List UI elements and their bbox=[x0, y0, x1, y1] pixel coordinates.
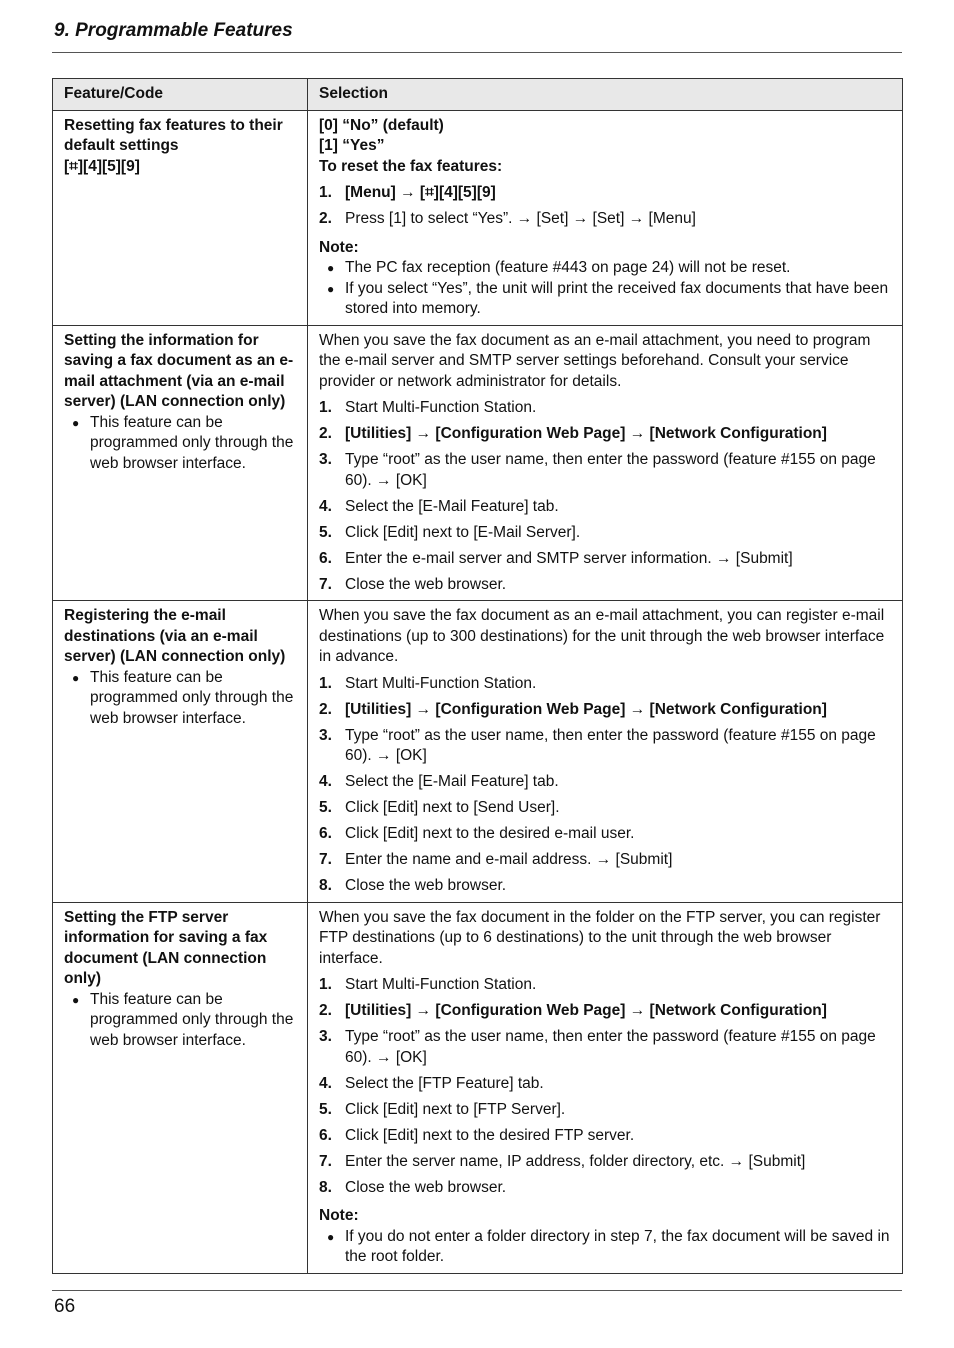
step-text: Close the web browser. bbox=[345, 877, 507, 894]
step-text: Type “root” as the user name, then enter the password (feature #155 on page 60). → [OK] bbox=[345, 451, 876, 489]
feature-code: [⌗][4][5][9] bbox=[64, 157, 140, 175]
step-text: Enter the name and e-mail address. → [Submit] bbox=[345, 851, 673, 868]
list-item: 7. Enter the name and e-mail address. → [Submit] bbox=[319, 850, 894, 871]
bullet-icon: ● bbox=[327, 1229, 335, 1244]
list-item bbox=[319, 1227, 894, 1268]
option-line: [0] “No” (default) bbox=[319, 116, 444, 134]
step-text: Click [Edit] next to the desired e-mail user. bbox=[345, 825, 635, 842]
selection-cell bbox=[308, 110, 903, 325]
list-item: 8. Close the web browser. bbox=[319, 876, 894, 897]
step-text: Select the [E-Mail Feature] tab. bbox=[345, 773, 559, 790]
page-number: 66 bbox=[54, 1296, 76, 1317]
list-item: 6. Click [Edit] next to the desired FTP server. bbox=[319, 1126, 894, 1147]
list-item: 1. [Menu] → [⌗][4][5][9] bbox=[319, 183, 894, 204]
step-text: Click [Edit] next to the desired FTP server. bbox=[345, 1126, 635, 1144]
list-item: 2. Press [1] to select “Yes”. → [Set] → [Set] → [Menu] bbox=[319, 209, 894, 230]
step-text: [Utilities] → [Configuration Web Page] → [Network Configuration] bbox=[345, 1002, 827, 1019]
list-item: 4. Select the [E-Mail Feature] tab. bbox=[319, 772, 894, 793]
table-row bbox=[53, 601, 903, 903]
feature-note-text: This feature can be programmed only through the web browser interface. bbox=[90, 668, 294, 727]
intro-text: When you save the fax document in the folder on the FTP server, you can register FTP destinations (up to 6 destinations) to the unit through the web browser interface. bbox=[319, 908, 881, 967]
step-text: Start Multi-Function Station. bbox=[345, 976, 537, 993]
step-text: Start Multi-Function Station. bbox=[345, 674, 537, 692]
option-line: [1] “Yes” bbox=[319, 137, 385, 154]
footer-divider bbox=[52, 1290, 902, 1291]
feature-note bbox=[64, 668, 299, 730]
list-item: 5. Click [Edit] next to [FTP Server]. bbox=[319, 1100, 894, 1121]
table-header-row bbox=[53, 79, 903, 111]
section-title: 9. Programmable Features bbox=[54, 20, 293, 41]
bullet-icon: ● bbox=[327, 261, 335, 275]
feature-title: Setting the FTP server information for saving a fax document (LAN connection only) bbox=[64, 908, 268, 987]
step-text: Enter the e-mail server and SMTP server information. → [Submit] bbox=[345, 549, 793, 567]
list-item: 7. Close the web browser. bbox=[319, 575, 894, 596]
step-list bbox=[319, 398, 894, 595]
list-item: 2. [Utilities] → [Configuration Web Page] → [Network Configuration] bbox=[319, 1001, 894, 1022]
list-item: 2. [Utilities] → [Configuration Web Page] → [Network Configuration] bbox=[319, 424, 894, 445]
list-item bbox=[319, 258, 894, 279]
selection-cell bbox=[308, 902, 903, 1273]
column-header-feature-code: Feature/Code bbox=[53, 79, 308, 111]
step-list bbox=[319, 183, 894, 230]
table-row bbox=[53, 110, 903, 325]
feature-title: Registering the e-mail destinations (via an e-mail server) (LAN connection only) bbox=[64, 607, 286, 665]
step-list bbox=[319, 674, 894, 897]
table-row bbox=[53, 325, 903, 601]
note-text: The PC fax reception (feature #443 on page 24) will not be reset. bbox=[345, 259, 791, 276]
step-text: [Utilities] → [Configuration Web Page] → [Network Configuration] bbox=[345, 425, 827, 442]
bullet-icon: ● bbox=[72, 992, 80, 1007]
step-text: Click [Edit] next to [E-Mail Server]. bbox=[345, 523, 581, 541]
list-item: 4. Select the [FTP Feature] tab. bbox=[319, 1074, 894, 1095]
note-text: If you select “Yes”, the unit will print the received fax documents that have been stored into memory. bbox=[345, 279, 889, 317]
step-text: Type “root” as the user name, then enter the password (feature #155 on page 60). → [OK] bbox=[345, 1028, 876, 1066]
selection-cell bbox=[308, 325, 903, 601]
list-item: 1. Start Multi-Function Station. bbox=[319, 975, 894, 996]
feature-cell bbox=[53, 110, 308, 325]
feature-note bbox=[64, 990, 299, 1052]
bullet-icon: ● bbox=[72, 670, 80, 685]
note-text: If you do not enter a folder directory in step 7, the fax document will be saved in the root folder. bbox=[345, 1227, 890, 1265]
column-header-selection: Selection bbox=[308, 79, 903, 111]
step-text: Click [Edit] next to [FTP Server]. bbox=[345, 1100, 566, 1118]
step-text: Press [1] to select “Yes”. → [Set] → [Set] → [Menu] bbox=[345, 210, 696, 227]
note-label: Note: bbox=[319, 238, 359, 256]
step-list bbox=[319, 975, 894, 1198]
list-item: 4. Select the [E-Mail Feature] tab. bbox=[319, 497, 894, 518]
list-item: 3. Type “root” as the user name, then enter the password (feature #155 on page 60). → [OK] bbox=[319, 450, 894, 491]
list-item: 1. Start Multi-Function Station. bbox=[319, 674, 894, 695]
note-list bbox=[319, 1227, 894, 1268]
list-item: 6. Click [Edit] next to the desired e-mail user. bbox=[319, 824, 894, 845]
note-list bbox=[319, 258, 894, 320]
reset-heading: To reset the fax features: bbox=[319, 157, 503, 175]
intro-text: When you save the fax document as an e-mail attachment, you need to program the e-mail server and SMTP server settings beforehand. Consult your service provider or network administrator for details. bbox=[319, 331, 871, 390]
step-text: Select the [E-Mail Feature] tab. bbox=[345, 497, 559, 515]
feature-note-text: This feature can be programmed only through the web browser interface. bbox=[90, 990, 294, 1049]
step-text: Click [Edit] next to [Send User]. bbox=[345, 799, 560, 816]
feature-cell bbox=[53, 325, 308, 601]
list-item: 6. Enter the e-mail server and SMTP server information. → [Submit] bbox=[319, 549, 894, 570]
list-item: 1. Start Multi-Function Station. bbox=[319, 398, 894, 419]
feature-cell bbox=[53, 601, 308, 903]
list-item: 8. Close the web browser. bbox=[319, 1178, 894, 1199]
feature-title: Setting the information for saving a fax document as an e-mail attachment (via an e-mail server) (LAN connection only) bbox=[64, 331, 294, 410]
table-row bbox=[53, 902, 903, 1273]
note-label: Note: bbox=[319, 1207, 359, 1224]
feature-cell bbox=[53, 902, 308, 1273]
step-text: Close the web browser. bbox=[345, 1178, 507, 1196]
feature-note bbox=[64, 413, 299, 475]
list-item: 3. Type “root” as the user name, then enter the password (feature #155 on page 60). → [OK] bbox=[319, 1027, 894, 1068]
list-item: 7. Enter the server name, IP address, folder directory, etc. → [Submit] bbox=[319, 1152, 894, 1173]
step-text: Select the [FTP Feature] tab. bbox=[345, 1074, 544, 1092]
step-text: Close the web browser. bbox=[345, 575, 507, 593]
intro-text: When you save the fax document as an e-mail attachment, you can register e-mail destinations (up to 300 destinations) for the unit through the web browser interface in advance. bbox=[319, 607, 885, 665]
list-item: 5. Click [Edit] next to [Send User]. bbox=[319, 798, 894, 819]
selection-cell bbox=[308, 601, 903, 903]
list-item: 2. [Utilities] → [Configuration Web Page] → [Network Configuration] bbox=[319, 700, 894, 721]
list-item: 3. Type “root” as the user name, then enter the password (feature #155 on page 60). → [OK] bbox=[319, 726, 894, 767]
step-text: [Menu] → [⌗][4][5][9] bbox=[345, 184, 496, 201]
header-divider bbox=[52, 52, 902, 53]
step-text: Type “root” as the user name, then enter the password (feature #155 on page 60). → [OK] bbox=[345, 726, 876, 764]
step-text: Start Multi-Function Station. bbox=[345, 399, 537, 416]
feature-title: Resetting fax features to their default settings bbox=[64, 116, 283, 154]
bullet-icon: ● bbox=[327, 281, 335, 296]
list-item: 5. Click [Edit] next to [E-Mail Server]. bbox=[319, 523, 894, 544]
step-text: [Utilities] → [Configuration Web Page] → [Network Configuration] bbox=[345, 700, 827, 718]
list-item bbox=[319, 279, 894, 320]
bullet-icon: ● bbox=[72, 415, 80, 430]
feature-note-text: This feature can be programmed only through the web browser interface. bbox=[90, 413, 294, 472]
feature-table bbox=[52, 78, 903, 1274]
step-text: Enter the server name, IP address, folder directory, etc. → [Submit] bbox=[345, 1152, 806, 1170]
